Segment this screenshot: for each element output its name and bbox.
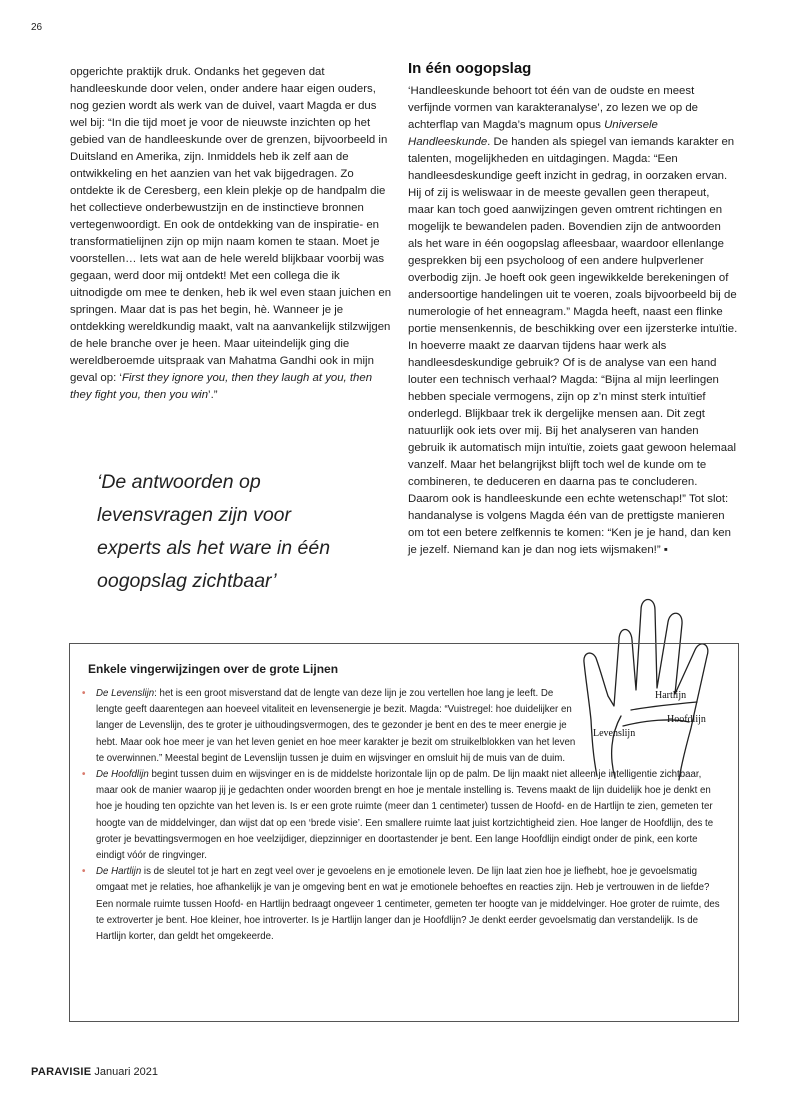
label-levenslijn: Levenslijn [593,728,636,739]
list-item-body: : het is een groot misverstand dat de lengte van deze lijn je zou vertellen hoe lang je leeft. De lengte geeft daarentegen aan hoeveel vitaliteit en levensenergie je bezit. Magda: “Vuistregel: hoe duidelijker en langer de Levenslijn, des te groter je uithoudingsvermogen, des te gezonder je bent en des te meer energie je hebt. Maar ook hoe meer je van het leven geniet en hoe meer karakter je bezit om struikelblokken van het leven te overwinnen.” Meestal begint de Levenslijn tussen je duim en wijsvinger en omsluit hij de muis van de duim. [96,688,576,764]
list-item-term: De Hartlijn [96,866,142,878]
list-item-term: De Levenslijn [96,688,155,699]
left-text-part-2: ’.” [208,389,218,401]
right-article-column [408,60,738,559]
list-item-hoofdlijn [80,767,725,864]
list-item-term: De Hoofdlijn [96,769,149,781]
pull-quote-line-4: oogopslag zichtbaar’ [97,570,277,592]
right-text-part-1: ‘Handleeskunde behoort tot één van de oudste en meest verfijnde vormen van karakteranalyse’, zo lezen we op de achterflap van Magda’s magnum opus [408,85,698,131]
label-hartlijn: Hartlijn [655,690,687,701]
gandhi-quote: First they ignore you, then they laugh at you, then they fight you, then you win [70,372,373,401]
issue-date: Januari 2021 [94,1066,159,1078]
palm-lines-list [80,686,725,945]
left-article-column [70,64,395,404]
list-item-body: is de sleutel tot je hart en zegt veel over je gevoelens en je emotionele leven. De lijn laat zien hoe je liefhebt, hoe je gevoelsmatig omgaat met je relaties, hoe afhankelijk je van je omgeving bent en wat je emotionele behoeftes en reacties zijn. Heb je vertrouwen in de liefde? Een normale ruimte tussen Hoofd- en Hartlijn bedraagt ongeveer 1 centimeter, gemeten ter hoogte van je middelvinger. Hoe groter de ruimte, des te extroverter je bent. Hoe kleiner, hoe introverter. Is je Hartlijn langer dan je Hoofdlijn? Je denkt eerder gevoelsmatig dan verstandelijk. Is de Hartlijn korter, dan geldt het omgekeerde. [96,866,720,943]
pull-quote-line-2: levensvragen zijn voor [97,504,292,526]
page-number: 26 [31,22,43,33]
left-text-part-1: opgerichte praktijk druk. Ondanks het gegeven dat handleeskunde door velen, onder andere haar eigen ouders, nog gezien wordt als werk van de duivel, vaart Magda er dus wel bij: “In die tijd moet je voor de nieuwste inzichten op het gebied van de handleeskunde over de grenzen, bijvoorbeeld in Duitsland en Amerika, zijn. Inmiddels heb ik zelf aan de ontwikkeling en het aanzien van het vak bijgedragen. Zo ontdekte ik de Ceresberg, een klein plekje op de handpalm die het collectieve onderbewustzijn en de instinctieve bronnen vertegenwoordigt. En ook de ontdekking van de inspiratie- en transformatielijnen zijn op mijn naam komen te staan. Moet je voorstellen… Iets wat aan de hele wereld blijkbaar voorbij was gegaan, werd door mij ontdekt! Met een collega die ik uitnodigde om mee te denken, heb ik wel even staan juichen en springen. Maar dat is pas het begin, hè. Wanneer je je ontdekking wereldkundig maakt, valt na aanvankelijk stilzwijgen de hele branche over je heen. Maar uiteindelijk ging die wereldberoemde uitspraak van Mahatma Gandhi ook in mijn geval op: ‘ [70,66,392,384]
bullet-marker: • [82,866,86,878]
left-column-paragraph [70,64,395,404]
section-heading: In één oogopslag [408,60,532,77]
page-footer [31,1066,158,1078]
pull-quote [97,466,377,598]
right-column-paragraph [408,83,738,559]
magazine-name: PARAVISIE [31,1066,92,1078]
list-item-body: begint tussen duim en wijsvinger en is de middelste horizontale lijn op de palm. De lijn maakt niet alleen je intelligentie zichtbaar, maar ook de manier waarop jij je gedachten onder woorden brengt en hoe je mentale instelling is. Tevens maakt de lijn duidelijk hoe je denkt en hoe je houding ten opzichte van het leven is. Is er een grote ruimte (meer dan 1 centimeter) tussen de Hoofd- en de Hartlijn te zien, gemeten ter hoogte van de middelvinger, dan wijst dat op een ‘brede visie’. Een smallere ruimte laat juist kortzichtigheid zien. Hoe langer de Hoofdlijn, des te groter je bevattingsvermogen en hoe veelzijdiger, diepzinniger en doortastender je bent. Een lange Hoofdlijn eindigt onder de pink, een korte eindigt vóór de ringvinger. [96,769,714,862]
list-item-text [96,686,576,767]
info-box-title: Enkele vingerwijzingen over de grote Lijnen [88,662,339,676]
bullet-marker: • [82,688,86,699]
end-mark: ▪ [663,544,668,556]
list-item-levenslijn [80,686,725,767]
info-box [69,643,739,1022]
book-title: Universele Handleeskunde [408,119,658,148]
right-text-part-2: . De handen als spiegel van iemands karakter en talenten, mogelijkheden en uitdagingen. Magda: “Een handleesdeskundige geeft inzicht in gedrag, in oorzaken ervan. Hij of zij is weliswaar in de meeste gevallen geen therapeut, maar kan toch goed aanwijzingen geven omtrent richtingen en mogelijk te bewandelen paden. Bovendien zijn de antwoorden als het ware in één oogopslag afleesbaar, waardoor ellenlange gesprekken bij een psycholoog of een andere hulpverlener overbodig zijn. Je hoeft ook geen ingewikkelde berekeningen of andersoortige handelingen uit te voeren, zoals bijvoorbeeld bij de numerologie of het enneagram.” Magda heeft, naast een flinke portie mensenkennis, de beschikking over een ijzersterke intuïtie. In hoeverre maakt ze daarvan tijdens haar werk als handleesdeskundige gebruik? Of is de analyse van een hand louter een technisch verhaal? Magda: “Bijna al mijn leerlingen hebben speciale vermogens, zijn op z’n minst sterk intuïtief onderlegd. Blijkbaar trek ik dergelijke mensen aan. Dit zegt natuurlijk ook iets over mij. Bij het analyseren van handen gebruik ik automatisch mijn intuïtie, zoiets gaat gewoon helemaal vanzelf. Maar het belangrijkst blijft toch wel de kunde om te combineren, te deduceren en daarna pas te concluderen. Daarom ook is handleeskunde een echte wetenschap!” Tot slot: handanalyse is volgens Magda één van de prettigste manieren om tot een betere zelfkennis te komen: “Ken je je hand, dan ken je jezelf. Niemand kan je dan nog iets wijsmaken!” [408,136,738,556]
pull-quote-line-3: experts als het ware in één [97,537,331,559]
pull-quote-line-1: ‘De antwoorden op [97,471,261,493]
bullet-marker: • [82,769,86,781]
list-item-hartlijn [80,864,725,945]
label-hoofdlijn: Hoofdlijn [667,714,706,725]
